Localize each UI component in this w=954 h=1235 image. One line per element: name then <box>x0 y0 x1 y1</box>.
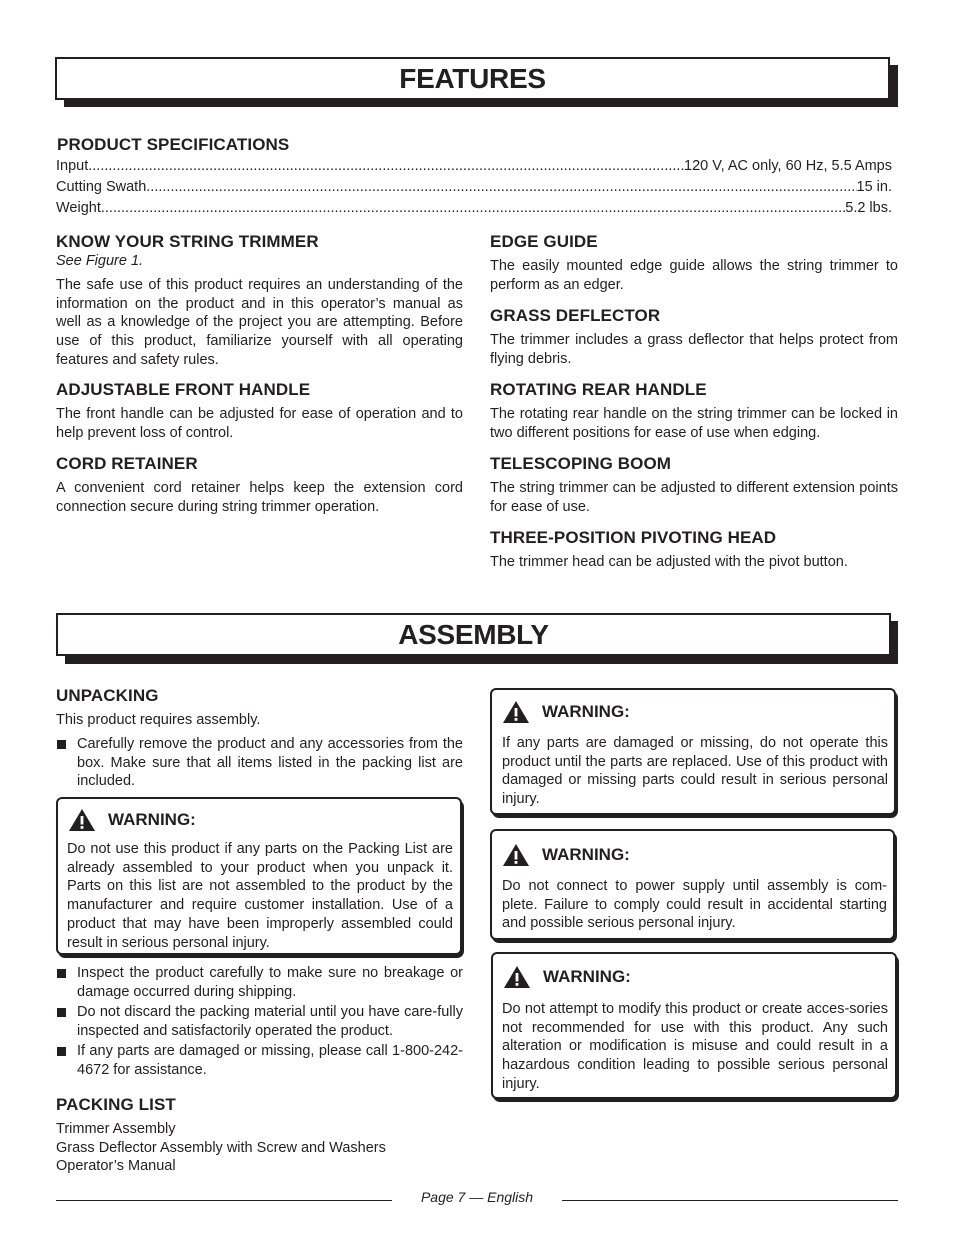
unpacking-heading: UNPACKING <box>56 686 159 705</box>
list-item: Inspect the product carefully to make sure no breakage or damage occurred during shipping. <box>56 964 463 1001</box>
pivot-head-heading: THREE-POSITION PIVOTING HEAD <box>490 528 777 547</box>
warning-label: WARNING: <box>542 702 630 721</box>
bullet-square-icon <box>57 740 66 749</box>
warning-label: WARNING: <box>542 845 630 864</box>
warning-body: If any parts are damaged or missing, do not operate this product until the parts are replaced. Use of this product with damaged or missing parts could result in serious personal injury. <box>502 735 888 808</box>
grass-deflector-heading: GRASS DEFLECTOR <box>490 306 661 325</box>
packing-list <box>56 1120 386 1176</box>
list-item: Operator’s Manual <box>56 1158 176 1175</box>
warning-header <box>502 700 630 724</box>
spec-label: Input <box>56 158 89 174</box>
spec-label: Cutting Swath <box>56 179 147 195</box>
know-heading: KNOW YOUR STRING TRIMMER <box>56 232 319 251</box>
page-number: Page 7 — English <box>420 1189 534 1205</box>
bullet-square-icon <box>57 969 66 978</box>
know-body: The safe use of this product requires an understanding of the information on the product and in this operator’s manual as well as a knowledge of the project you are attempting. Before use of this product, familiarize yourself with all operating features and safety rules. <box>56 277 463 368</box>
warning-box-modify <box>491 952 897 1099</box>
warning-header <box>503 965 631 989</box>
cord-retainer-heading: CORD RETAINER <box>56 454 198 473</box>
warning-body: Do not attempt to modify this product or create acces-sories not recommended for use with this product. Any such alteration or modification is misuse and could result in a hazardous condition leading to possible serious personal injury. <box>502 1001 888 1092</box>
warning-header <box>502 843 630 867</box>
features-banner <box>55 57 890 100</box>
warning-body: Do not use this product if any parts on the Packing List are already assembled to your product when you unpack it. Parts on this list are not assembled to the product by the manufacturer and require customer installation. Use of a product that may have been improperly assembled could result in serious personal injury. <box>67 841 453 951</box>
edge-guide-body: The easily mounted edge guide allows the string trimmer to perform as an edger. <box>490 258 898 293</box>
front-handle-body: The front handle can be adjusted for ease of operation and to help prevent loss of control. <box>56 406 463 441</box>
unpacking-bullets-a <box>56 735 463 793</box>
warning-box-packing <box>56 797 462 955</box>
warning-label: WARNING: <box>108 810 196 829</box>
spec-label: Weight <box>56 200 101 216</box>
edge-guide-heading: EDGE GUIDE <box>490 232 598 251</box>
assembly-banner <box>56 613 891 656</box>
spec-value: 120 V, AC only, 60 Hz, 5.5 Amps <box>684 158 892 174</box>
list-item: Do not discard the packing material until you have care-fully inspected and satisfactorily operated the product. <box>56 1003 463 1040</box>
bullet-square-icon <box>57 1008 66 1017</box>
unpacking-intro: This product requires assembly. <box>56 712 261 728</box>
warning-triangle-icon <box>502 700 530 724</box>
list-item: Grass Deflector Assembly with Screw and Washers <box>56 1139 386 1156</box>
rear-handle-body: The rotating rear handle on the string trimmer can be locked in two different positions for ease of use when edging. <box>490 406 898 441</box>
boom-body: The string trimmer can be adjusted to different extension points for ease of use. <box>490 480 898 515</box>
front-handle-heading: ADJUSTABLE FRONT HANDLE <box>56 380 311 399</box>
warning-triangle-icon <box>502 843 530 867</box>
unpacking-bullets-b <box>56 964 463 1081</box>
know-see-figure: See Figure 1. <box>56 253 144 269</box>
warning-label: WARNING: <box>543 967 631 986</box>
features-title: FEATURES <box>399 62 546 94</box>
warning-body: Do not connect to power supply until assembly is com-plete. Failure to comply could result in accidental starting and possible serious personal injury. <box>502 878 887 932</box>
warning-triangle-icon <box>503 965 531 989</box>
spec-row-weight <box>56 199 892 217</box>
warning-triangle-icon <box>68 808 96 832</box>
cord-retainer-body: A convenient cord retainer helps keep the extension cord connection secure during string trimmer operation. <box>56 480 463 515</box>
packing-list-heading: PACKING LIST <box>56 1095 176 1114</box>
bullet-square-icon <box>57 1047 66 1056</box>
pivot-head-body: The trimmer head can be adjusted with the pivot button. <box>490 554 848 570</box>
warning-box-power <box>490 829 895 940</box>
boom-heading: TELESCOPING BOOM <box>490 454 672 473</box>
specs-heading: PRODUCT SPECIFICATIONS <box>57 135 290 154</box>
assembly-title: ASSEMBLY <box>398 618 549 650</box>
grass-deflector-body: The trimmer includes a grass deflector that helps protect from flying debris. <box>490 332 898 367</box>
rear-handle-heading: ROTATING REAR HANDLE <box>490 380 707 399</box>
spec-row-cutting-swath <box>56 178 892 196</box>
warning-box-damaged <box>490 688 896 815</box>
spec-row-input <box>56 157 892 175</box>
list-item: Carefully remove the product and any accessories from the box. Make sure that all items listed in the packing list are included. <box>56 735 463 791</box>
spec-value: 5.2 lbs. <box>845 200 892 216</box>
list-item: If any parts are damaged or missing, please call 1-800-242-4672 for assistance. <box>56 1042 463 1079</box>
spec-value: 15 in. <box>856 179 892 195</box>
list-item: Trimmer Assembly <box>56 1121 176 1137</box>
warning-header <box>68 808 196 832</box>
